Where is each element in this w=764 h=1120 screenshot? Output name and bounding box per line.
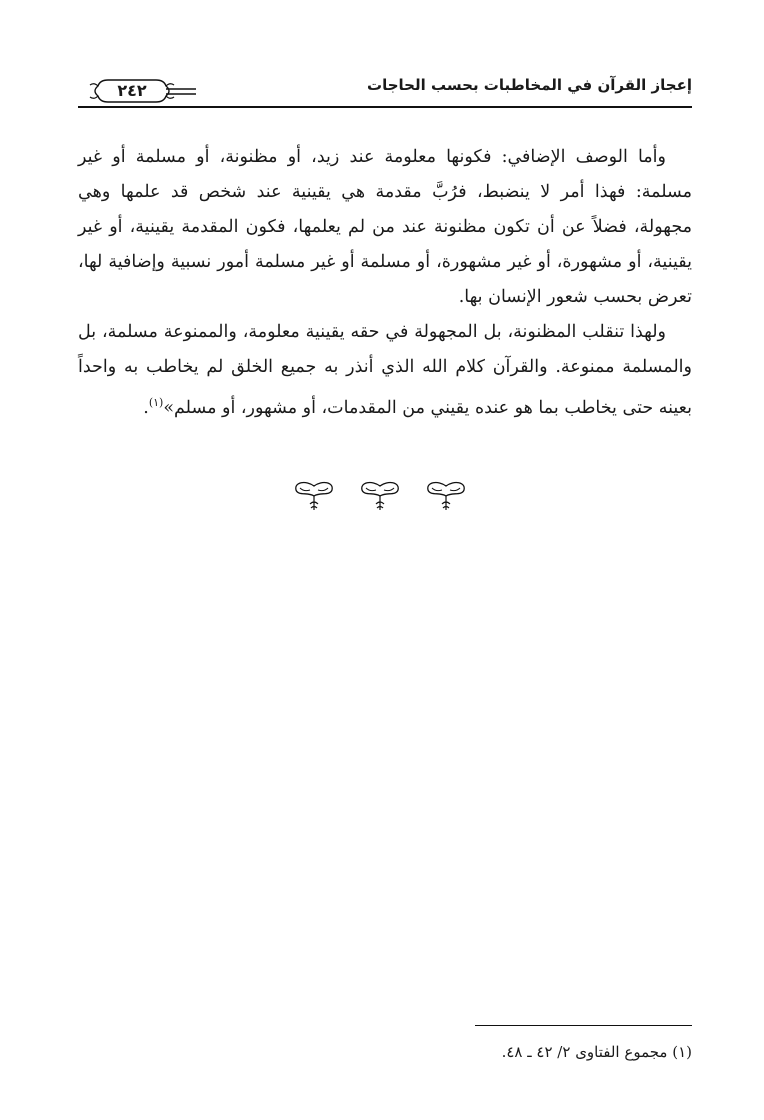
fleuron-icon xyxy=(290,480,338,514)
fleuron-icon xyxy=(356,480,404,514)
section-separator xyxy=(290,480,470,514)
paragraph-with-footnote xyxy=(78,315,692,426)
paragraph-text: ولهذا تنقلب المظنونة، بل المجهولة في حقه يقينية معلومة، والممنوعة مسلمة، بل والمسلمة ممنوعة. والقرآن كلام الله الذي أنذر به جميع الخلق لم يخاطب به واحداً بعينه حتى يخاطب بما هو عنده يقيني من المقدمات، أو مشهور، أو مسلم» xyxy=(78,322,692,418)
main-text xyxy=(78,140,692,426)
paragraph-end: . xyxy=(143,397,149,418)
page-number-frame xyxy=(78,76,198,106)
header-rule xyxy=(78,106,692,108)
page-number: ٢٤٢ xyxy=(117,81,147,100)
footnote: (١) مجموع الفتاوى ٢/ ٤٢ ـ ٤٨. xyxy=(501,1043,692,1061)
fleuron-icon xyxy=(422,480,470,514)
paragraph: وأما الوصف الإضافي: فكونها معلومة عند زيد، أو مظنونة، أو مسلمة أو غير مسلمة: فهذا أمر لا ينضبط، فرُبَّ مقدمة هي يقينية عند شخص قد علمها وهي مجهولة، فضلاً عن أن تكون مظنونة عند من لم يعلمها، فكون المقدمة يقينية، أو غير يقينية، أو مشهورة، أو غير مشهورة، أو مسلمة أو غير مسلمة أمور نسبية وإضافية لها، تعرض بحسب شعور الإنسان بها. xyxy=(78,147,692,307)
header-title: إعجاز القرآن في المخاطبات بحسب الحاجات xyxy=(367,76,692,94)
running-header xyxy=(78,70,692,110)
footnote-reference: (١) xyxy=(148,396,164,409)
footnote-rule xyxy=(475,1025,692,1026)
